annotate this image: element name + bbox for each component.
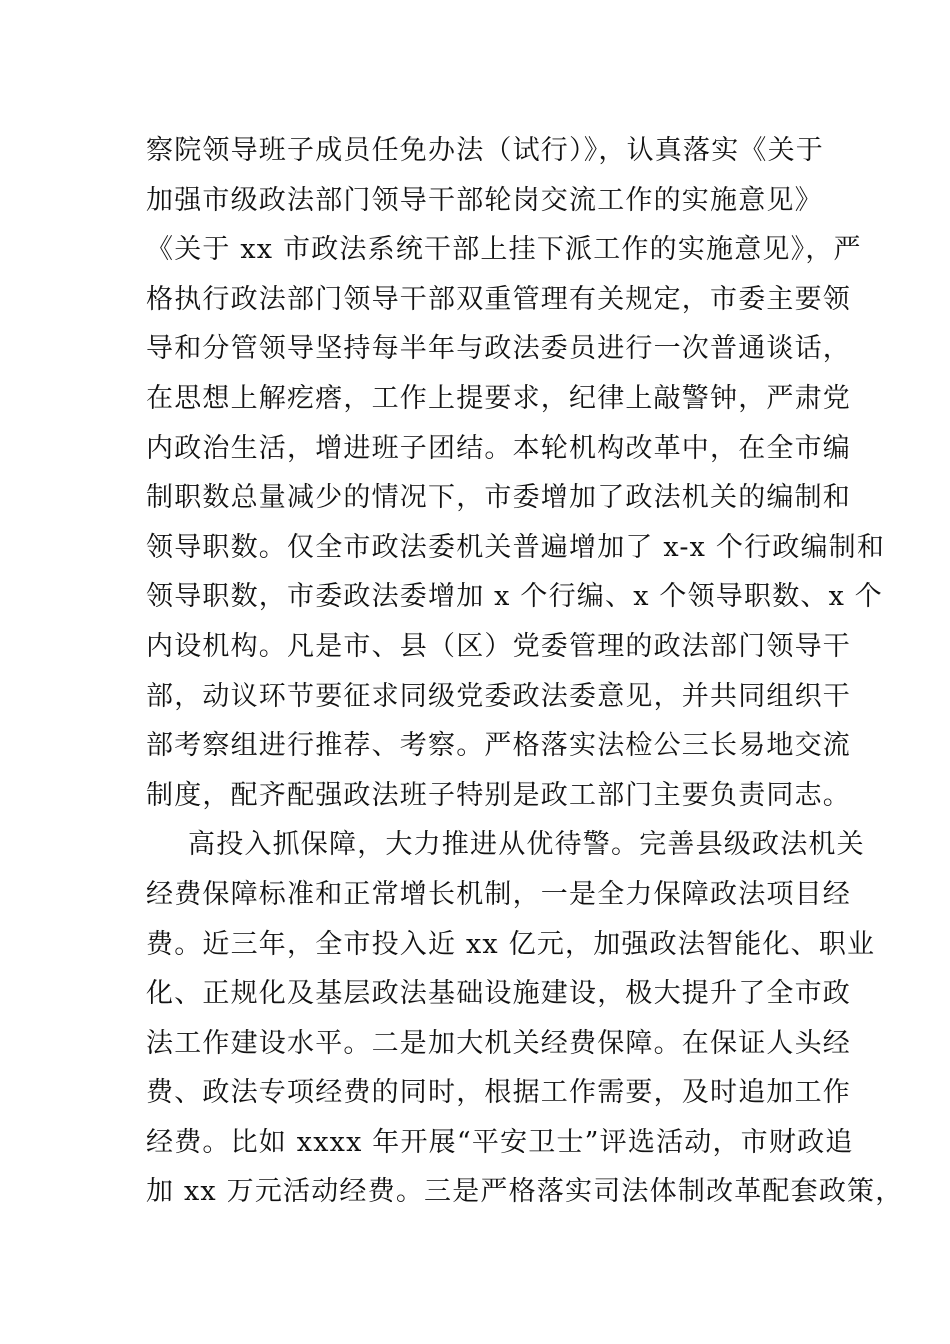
text-line: 领导职数，市委政法委增加 x 个行编、x 个领导职数、x 个 <box>146 581 884 613</box>
text-line: 导和分管领导坚持每半年与政法委员进行一次普通谈话， <box>146 333 851 365</box>
text-line: 内设机构。凡是市、县（区）党委管理的政法部门领导干 <box>146 630 851 662</box>
text-line: 化、正规化及基层政法基础设施建设，极大提升了全市政 <box>146 978 851 1010</box>
text-line: 领导职数。仅全市政法委机关普遍增加了 x-x 个行政编制和 <box>146 531 886 563</box>
text-line: 制职数总量减少的情况下，市委增加了政法机关的编制和 <box>146 482 851 514</box>
text-line: 察院领导班子成员任免办法（试行）》，认真落实《关于 <box>146 135 824 166</box>
text-line: 加 xx 万元活动经费。三是严格落实司法体制改革配套政策， <box>146 1176 904 1208</box>
text-line: 部考察组进行推荐、考察。严格落实法检公三长易地交流 <box>146 730 851 762</box>
text-line: 内政治生活，增进班子团结。本轮机构改革中，在全市编 <box>146 432 851 464</box>
document-body <box>146 126 904 1217</box>
text-line: 在思想上解疙瘩，工作上提要求，纪律上敲警钟，严肃党 <box>146 382 851 414</box>
text-line: 经费。比如 xxxx 年开展“平安卫士”评选活动，市财政追 <box>146 1126 854 1158</box>
text-line: 格执行政法部门领导干部双重管理有关规定，市委主要领 <box>146 283 851 315</box>
text-line: 经费保障标准和正常增长机制，一是全力保障政法项目经 <box>146 878 851 910</box>
text-line: 加强市级政法部门领导干部轮岗交流工作的实施意见》 <box>146 184 823 216</box>
paragraph-first-line: 高投入抓保障，大力推进从优待警。完善县级政法机关 <box>188 829 865 861</box>
text-line: 《关于 xx 市政法系统干部上挂下派工作的实施意见》，严 <box>146 234 862 266</box>
text-line: 法工作建设水平。二是加大机关经费保障。在保证人头经 <box>146 1027 851 1059</box>
text-line: 费、政法专项经费的同时，根据工作需要，及时追加工作 <box>146 1077 851 1109</box>
text-line: 部，动议环节要征求同级党委政法委意见，并共同组织干 <box>146 680 851 712</box>
text-line: 费。近三年，全市投入近 xx 亿元，加强政法智能化、职业 <box>146 928 876 960</box>
text-line: 制度，配齐配强政法班子特别是政工部门主要负责同志。 <box>146 779 851 811</box>
